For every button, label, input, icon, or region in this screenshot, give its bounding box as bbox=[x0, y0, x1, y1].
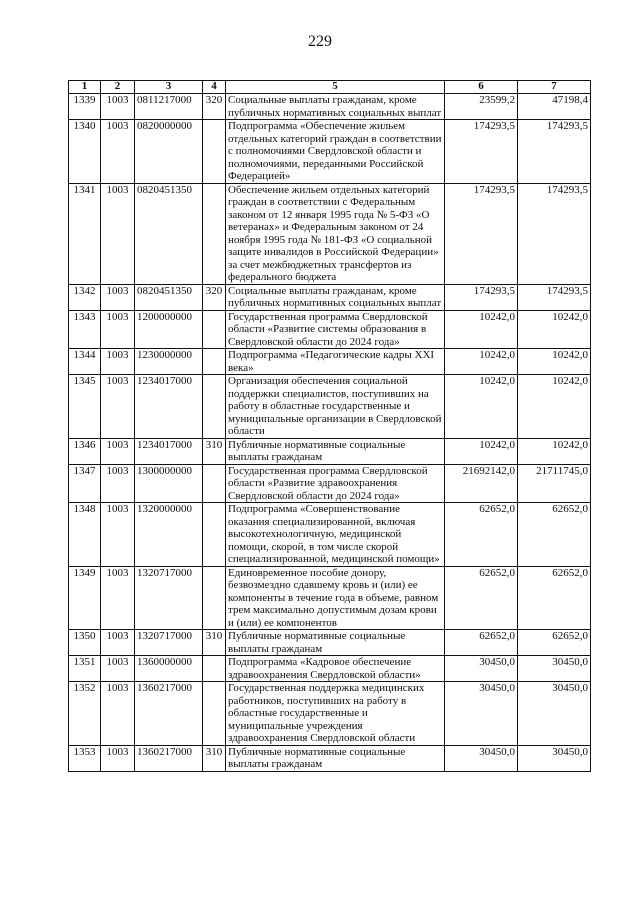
expense-type bbox=[203, 120, 226, 184]
item-name: Публичные нормативные социальные выплаты гражданам bbox=[226, 630, 445, 656]
item-name: Публичные нормативные социальные выплаты гражданам bbox=[226, 438, 445, 464]
row-number: 1347 bbox=[69, 464, 101, 503]
item-name: Публичные нормативные социальные выплаты гражданам bbox=[226, 745, 445, 771]
item-name: Подпрограмма «Кадровое обеспечение здравоохранения Свердловской области» bbox=[226, 656, 445, 682]
row-number: 1352 bbox=[69, 682, 101, 746]
amount-col6: 23599,2 bbox=[445, 94, 518, 120]
column-header: 6 bbox=[445, 81, 518, 94]
target-code: 1320717000 bbox=[135, 630, 203, 656]
amount-col7: 174293,5 bbox=[518, 284, 591, 310]
header-row bbox=[69, 81, 591, 94]
item-name: Единовременное пособие донору, безвозмездно сдавшему кровь и (или) ее компоненты в течение года в объеме, равном трем максимально допустимым дозам крови и (или) ее компонентов bbox=[226, 566, 445, 630]
table-row bbox=[69, 745, 591, 771]
budget-table bbox=[68, 80, 591, 772]
amount-col7: 30450,0 bbox=[518, 745, 591, 771]
item-name: Социальные выплаты гражданам, кроме публичных нормативных социальных выплат bbox=[226, 94, 445, 120]
amount-col6: 21692142,0 bbox=[445, 464, 518, 503]
column-header: 1 bbox=[69, 81, 101, 94]
section-code: 1003 bbox=[101, 310, 135, 349]
table-row bbox=[69, 656, 591, 682]
target-code: 0820451350 bbox=[135, 284, 203, 310]
amount-col6: 30450,0 bbox=[445, 745, 518, 771]
amount-col7: 30450,0 bbox=[518, 682, 591, 746]
amount-col6: 174293,5 bbox=[445, 120, 518, 184]
row-number: 1340 bbox=[69, 120, 101, 184]
section-code: 1003 bbox=[101, 503, 135, 567]
expense-type bbox=[203, 464, 226, 503]
amount-col6: 62652,0 bbox=[445, 630, 518, 656]
amount-col7: 10242,0 bbox=[518, 375, 591, 439]
row-number: 1346 bbox=[69, 438, 101, 464]
expense-type: 320 bbox=[203, 94, 226, 120]
section-code: 1003 bbox=[101, 682, 135, 746]
item-name: Организация обеспечения социальной поддержки специалистов, поступивших на работу в областные государственные и муниципальные организации в Свердловской области bbox=[226, 375, 445, 439]
target-code: 1300000000 bbox=[135, 464, 203, 503]
target-code: 1360000000 bbox=[135, 656, 203, 682]
amount-col7: 10242,0 bbox=[518, 438, 591, 464]
section-code: 1003 bbox=[101, 120, 135, 184]
expense-type: 310 bbox=[203, 630, 226, 656]
column-header: 7 bbox=[518, 81, 591, 94]
amount-col6: 174293,5 bbox=[445, 183, 518, 284]
section-code: 1003 bbox=[101, 464, 135, 503]
table-row bbox=[69, 682, 591, 746]
row-number: 1349 bbox=[69, 566, 101, 630]
row-number: 1351 bbox=[69, 656, 101, 682]
table-row bbox=[69, 183, 591, 284]
table-row bbox=[69, 310, 591, 349]
section-code: 1003 bbox=[101, 656, 135, 682]
table-row bbox=[69, 630, 591, 656]
amount-col6: 10242,0 bbox=[445, 349, 518, 375]
target-code: 1200000000 bbox=[135, 310, 203, 349]
amount-col6: 30450,0 bbox=[445, 682, 518, 746]
section-code: 1003 bbox=[101, 630, 135, 656]
amount-col6: 10242,0 bbox=[445, 438, 518, 464]
target-code: 0820451350 bbox=[135, 183, 203, 284]
item-name: Социальные выплаты гражданам, кроме публичных нормативных социальных выплат bbox=[226, 284, 445, 310]
table-row bbox=[69, 284, 591, 310]
section-code: 1003 bbox=[101, 183, 135, 284]
section-code: 1003 bbox=[101, 349, 135, 375]
target-code: 0820000000 bbox=[135, 120, 203, 184]
amount-col6: 174293,5 bbox=[445, 284, 518, 310]
table-row bbox=[69, 566, 591, 630]
expense-type bbox=[203, 656, 226, 682]
row-number: 1343 bbox=[69, 310, 101, 349]
expense-type bbox=[203, 349, 226, 375]
item-name: Государственная программа Свердловской области «Развитие системы образования в Свердловской области до 2024 года» bbox=[226, 310, 445, 349]
target-code: 0811217000 bbox=[135, 94, 203, 120]
expense-type bbox=[203, 682, 226, 746]
amount-col7: 21711745,0 bbox=[518, 464, 591, 503]
section-code: 1003 bbox=[101, 94, 135, 120]
amount-col6: 62652,0 bbox=[445, 503, 518, 567]
table-row bbox=[69, 503, 591, 567]
expense-type bbox=[203, 503, 226, 567]
expense-type: 310 bbox=[203, 745, 226, 771]
section-code: 1003 bbox=[101, 375, 135, 439]
expense-type bbox=[203, 375, 226, 439]
table-row bbox=[69, 349, 591, 375]
column-header: 4 bbox=[203, 81, 226, 94]
table-row bbox=[69, 94, 591, 120]
item-name: Государственная поддержка медицинских работников, поступивших на работу в областные государственные и муниципальные учреждения здравоохранения Свердловской области bbox=[226, 682, 445, 746]
section-code: 1003 bbox=[101, 284, 135, 310]
amount-col7: 174293,5 bbox=[518, 183, 591, 284]
expense-type bbox=[203, 566, 226, 630]
section-code: 1003 bbox=[101, 438, 135, 464]
amount-col7: 10242,0 bbox=[518, 310, 591, 349]
row-number: 1345 bbox=[69, 375, 101, 439]
expense-type bbox=[203, 183, 226, 284]
target-code: 1234017000 bbox=[135, 375, 203, 439]
amount-col7: 10242,0 bbox=[518, 349, 591, 375]
amount-col7: 62652,0 bbox=[518, 503, 591, 567]
table-row bbox=[69, 438, 591, 464]
row-number: 1339 bbox=[69, 94, 101, 120]
section-code: 1003 bbox=[101, 566, 135, 630]
table-row bbox=[69, 464, 591, 503]
item-name: Государственная программа Свердловской области «Развитие здравоохранения Свердловской области до 2024 года» bbox=[226, 464, 445, 503]
amount-col6: 10242,0 bbox=[445, 375, 518, 439]
row-number: 1344 bbox=[69, 349, 101, 375]
column-header: 2 bbox=[101, 81, 135, 94]
row-number: 1341 bbox=[69, 183, 101, 284]
expense-type: 320 bbox=[203, 284, 226, 310]
column-header: 5 bbox=[226, 81, 445, 94]
section-code: 1003 bbox=[101, 745, 135, 771]
target-code: 1230000000 bbox=[135, 349, 203, 375]
amount-col7: 62652,0 bbox=[518, 566, 591, 630]
amount-col7: 47198,4 bbox=[518, 94, 591, 120]
amount-col6: 10242,0 bbox=[445, 310, 518, 349]
row-number: 1348 bbox=[69, 503, 101, 567]
table-row bbox=[69, 120, 591, 184]
item-name: Подпрограмма «Совершенствование оказания специализированной, включая высокотехнологичную, медицинской помощи, скорой, в том числе скорой специализированной, медицинской помощи» bbox=[226, 503, 445, 567]
amount-col7: 30450,0 bbox=[518, 656, 591, 682]
target-code: 1320000000 bbox=[135, 503, 203, 567]
expense-type: 310 bbox=[203, 438, 226, 464]
row-number: 1353 bbox=[69, 745, 101, 771]
row-number: 1342 bbox=[69, 284, 101, 310]
item-name: Подпрограмма «Обеспечение жильем отдельных категорий граждан в соответствии с полномочиями Свердловской области и полномочиями, переданными Российской Федерацией» bbox=[226, 120, 445, 184]
target-code: 1320717000 bbox=[135, 566, 203, 630]
item-name: Обеспечение жильем отдельных категорий граждан в соответствии с Федеральным законом от 12 января 1995 года № 5-ФЗ «О ветеранах» и Федеральным законом от 24 ноября 1995 года № 181-ФЗ «О социальной защите инвалидов в Российской Федерации» за счет межбюджетных трансфертов из федерального бюджета bbox=[226, 183, 445, 284]
target-code: 1360217000 bbox=[135, 745, 203, 771]
target-code: 1360217000 bbox=[135, 682, 203, 746]
amount-col7: 174293,5 bbox=[518, 120, 591, 184]
item-name: Подпрограмма «Педагогические кадры XXI века» bbox=[226, 349, 445, 375]
target-code: 1234017000 bbox=[135, 438, 203, 464]
amount-col6: 30450,0 bbox=[445, 656, 518, 682]
expense-type bbox=[203, 310, 226, 349]
column-header: 3 bbox=[135, 81, 203, 94]
page-number: 229 bbox=[308, 33, 332, 50]
amount-col7: 62652,0 bbox=[518, 630, 591, 656]
amount-col6: 62652,0 bbox=[445, 566, 518, 630]
table-row bbox=[69, 375, 591, 439]
row-number: 1350 bbox=[69, 630, 101, 656]
